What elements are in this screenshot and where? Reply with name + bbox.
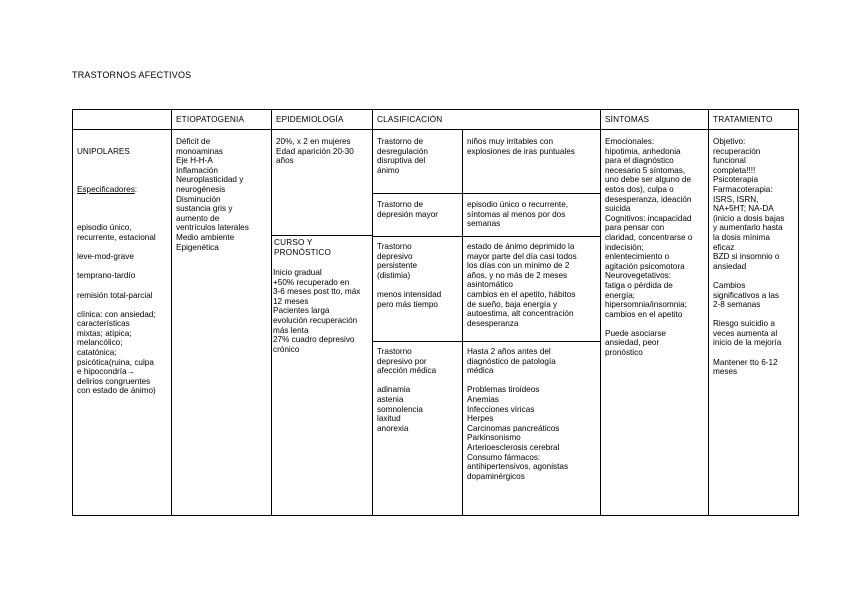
column-divider-1 [171, 109, 172, 516]
clasificacion-desc-2: episodio único o recurrente, síntomas al menos por dos semanas [467, 200, 569, 229]
header-sintomas: SÍNTOMAS [605, 115, 650, 124]
clasificacion-divider-3 [372, 341, 600, 342]
table-border-left [72, 109, 73, 516]
header-tratamiento: TRATAMIENTO [713, 115, 773, 124]
especificadores-label: Especificadores: [77, 184, 138, 194]
header-row-divider [72, 129, 799, 130]
clasificacion-divider-1 [372, 193, 600, 194]
curso-pronostico-cell: Inicio gradual +50% recuperado en 3-6 meses post tto, máx 12 meses Pacientes larga evolución recuperación más lenta 27% cuadro depresivo crónico [273, 268, 361, 354]
epidemiologia-cell: 20%, x 2 en mujeres Edad aparición 20-30 años [276, 137, 354, 166]
document-title: TRASTORNOS AFECTIVOS [72, 70, 192, 80]
table-border-top [72, 109, 799, 110]
clasificacion-name-2: Trastorno de depresión mayor [377, 200, 438, 219]
curso-pronostico-header: CURSO Y PRONÓSTICO [274, 238, 332, 257]
clasificacion-desc-1: niños muy irritables con explosiones de iras puntuales [467, 137, 575, 156]
column-divider-5 [708, 109, 709, 516]
table-border-right [798, 109, 799, 516]
clasificacion-inner-divider [462, 129, 463, 516]
header-epidemiologia: EPIDEMIOLOGÍA [276, 115, 344, 124]
etiopatogenia-cell: Déficit de monoaminas Eje H-H-A Inflamación Neuroplasticidad y neurogénesis Disminución sustancia gris y aumento de ventrículos laterales Medio ambiente Epigenética [176, 137, 249, 252]
header-etiopatogenia: ETIOPATOGENIA [176, 115, 245, 124]
clasificacion-desc-3: estado de ánimo deprimido la mayor parte del día casi todos los días con un mínimo de 2 años, y no más de 2 meses asintomático cambios en el apetito, hábitos de sueño, baja energía y autoestima, alt concentración desesperanza [467, 242, 577, 328]
sintomas-cell: Emocionales: hipotimia, anhedonia para el diagnóstico necesario 5 síntomas, uno debe ser alguno de estos dos), culpa o desesperanza, ideación suicida Cognitivos: incapacidad para pensar con claridad, concentrarse o indecisión; enlentecimiento o agitación psicomotora Neurovegetativos: fatiga o pérdida de energía; hipersomnia/insomnia; cambios en el apetito Puede asociarse ansiedad, peor pronóstico [605, 137, 693, 358]
clasificacion-name-4: Trastorno depresivo por afección médica adinamia astenia somnolencia laxitud anorexia [377, 347, 437, 433]
unipolares-title: UNIPOLARES [77, 146, 130, 156]
especificadores-list: episodio único, recurrente, estacional leve-mod-grave temprano-tardío remisión total-parcial clínica: con ansiedad; características mixtas; atípica; melancólico; catatónica; psicótica(ruina, culpa e hipocondría→ delirios congruentes con estado de ánimo) [77, 223, 156, 396]
clasificacion-divider-2 [372, 236, 600, 237]
clasificacion-desc-4: Hasta 2 años antes del diagnóstico de patología médica Problemas tiroideos Anemias Infecciones víricas Herpes Carcinomas pancreáticos Parkinsonismo Arterioesclerosis cerebral Consumo fármacos: antihipertensivos, agonistas dopaminérgicos [467, 347, 569, 481]
epidemiologia-curso-divider [271, 235, 372, 236]
clasificacion-name-3: Trastorno depresivo persistente (distimia) menos intensidad pero más tiempo [377, 242, 442, 309]
table-border-bottom [72, 515, 799, 516]
column-divider-4 [600, 109, 601, 516]
clasificacion-name-1: Trastorno de desregulación disruptiva del ánimo [377, 137, 428, 175]
header-clasificacion: CLASIFICACIÓN [377, 115, 443, 124]
column-divider-2 [271, 109, 272, 516]
tratamiento-cell: Objetivo: recuperación funcional completa!!!! Psicoterapia Farmacoterapia: ISRS, ISRN, NA+5HT; NA-DA (inicio a dosis bajas y aumentarlo hasta la dosis mínima eficaz BZD si insomnio o ansiedad Cambios significativos a las 2-8 semanas Riesgo suicidio a veces aumenta al inicio de la mejoría Mantener tto 6-12 meses [713, 137, 785, 377]
unipolares-cell [77, 137, 169, 406]
column-divider-3 [372, 109, 373, 516]
